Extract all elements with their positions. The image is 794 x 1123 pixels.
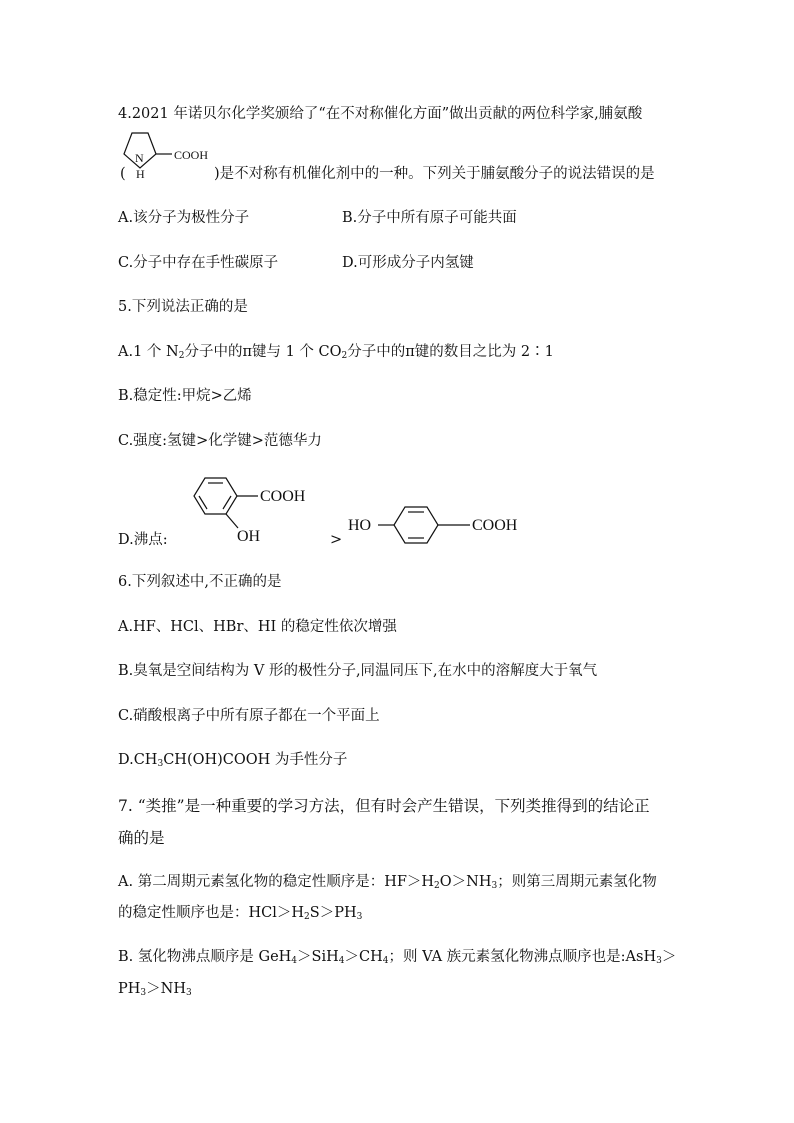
q7-option-b-line1: B. 氢化物沸点顺序是 $GeH_4>SiH_4>CH_4$；则 VA 族元素氢化物沸点顺序也是:AsH$_3$＞ [118,949,677,966]
q4-paren-open: ( [120,166,126,182]
q7-option-a-line2: 的稳定性顺序也是：$HCl>H_2S>PH_3$ [118,905,363,922]
q5-option-d-greater-than: > [330,532,343,548]
q7-option-b-line2: $PH_3>NH_3$ [118,981,192,998]
q5-stem: 5.下列说法正确的是 [118,299,248,315]
q5-option-a: A.1 个 $N_2$分子中的π键与 1 个 $CO_2$分子中的π键的数目之比为 2∶1 [118,344,554,361]
salicylic-cooh-group: COOH [260,488,306,505]
q7-stem-line1: 7. “类推”是一种重要的学习方法，但有时会产生错误，下列类推得到的结论正 [118,797,650,815]
proline-n-atom: N [135,151,144,165]
q5-option-c: C.强度:氢键>化学键>范德华力 [118,433,322,449]
q5-option-d-label: D.沸点: [118,532,168,548]
q6-stem: 6.下列叙述中,不正确的是 [118,574,282,590]
salicylic-oh-group: OH [237,528,261,545]
q4-option-d: D.可形成分子内氢键 [342,255,474,271]
q6-option-c: C.硝酸根离子中所有原子都在一个平面上 [118,708,380,724]
proline-structure [118,128,228,184]
q6-option-a: A.HF、HCl、HBr、HI 的稳定性依次增强 [118,619,397,635]
q4-option-a: A.该分子为极性分子 [118,210,250,226]
salicylic-acid-structure [180,474,330,546]
salicylic-oh-bond [226,514,238,528]
q7-stem-line2: 确的是 [118,829,165,847]
p-hydroxy-ho-group: HO [348,517,372,534]
p-hydroxy-cooh-group: COOH [472,517,518,534]
q4-stem-line1: 4.2021 年诺贝尔化学奖颁给了“在不对称催化方面”做出贡献的两位科学家,脯氨酸 [118,106,643,122]
proline-cooh-group: COOH [174,148,209,162]
q6-option-d: $D.CH_3CH(OH)COOH$ 为手性分子 [118,752,348,769]
q4-stem-line2: )是不对称有机催化剂中的一种。下列关于脯氨酸分子的说法错误的是 [214,166,655,182]
q4-option-c: C.分子中存在手性碳原子 [118,255,279,271]
p-hydroxybenzoic-acid-structure [348,503,548,547]
q6-option-b: B.臭氧是空间结构为 V 形的极性分子,同温同压下,在水中的溶解度大于氧气 [118,663,598,679]
q7-option-a-line1: A. 第二周期元素氢化物的稳定性顺序是：$HF>H_2O>NH_3$；则第三周期元素氢化物 [118,874,657,891]
proline-h-atom: H [136,167,145,181]
q4-option-b: B.分子中所有原子可能共面 [342,210,517,226]
q5-option-b: B.稳定性:甲烷>乙烯 [118,388,252,404]
